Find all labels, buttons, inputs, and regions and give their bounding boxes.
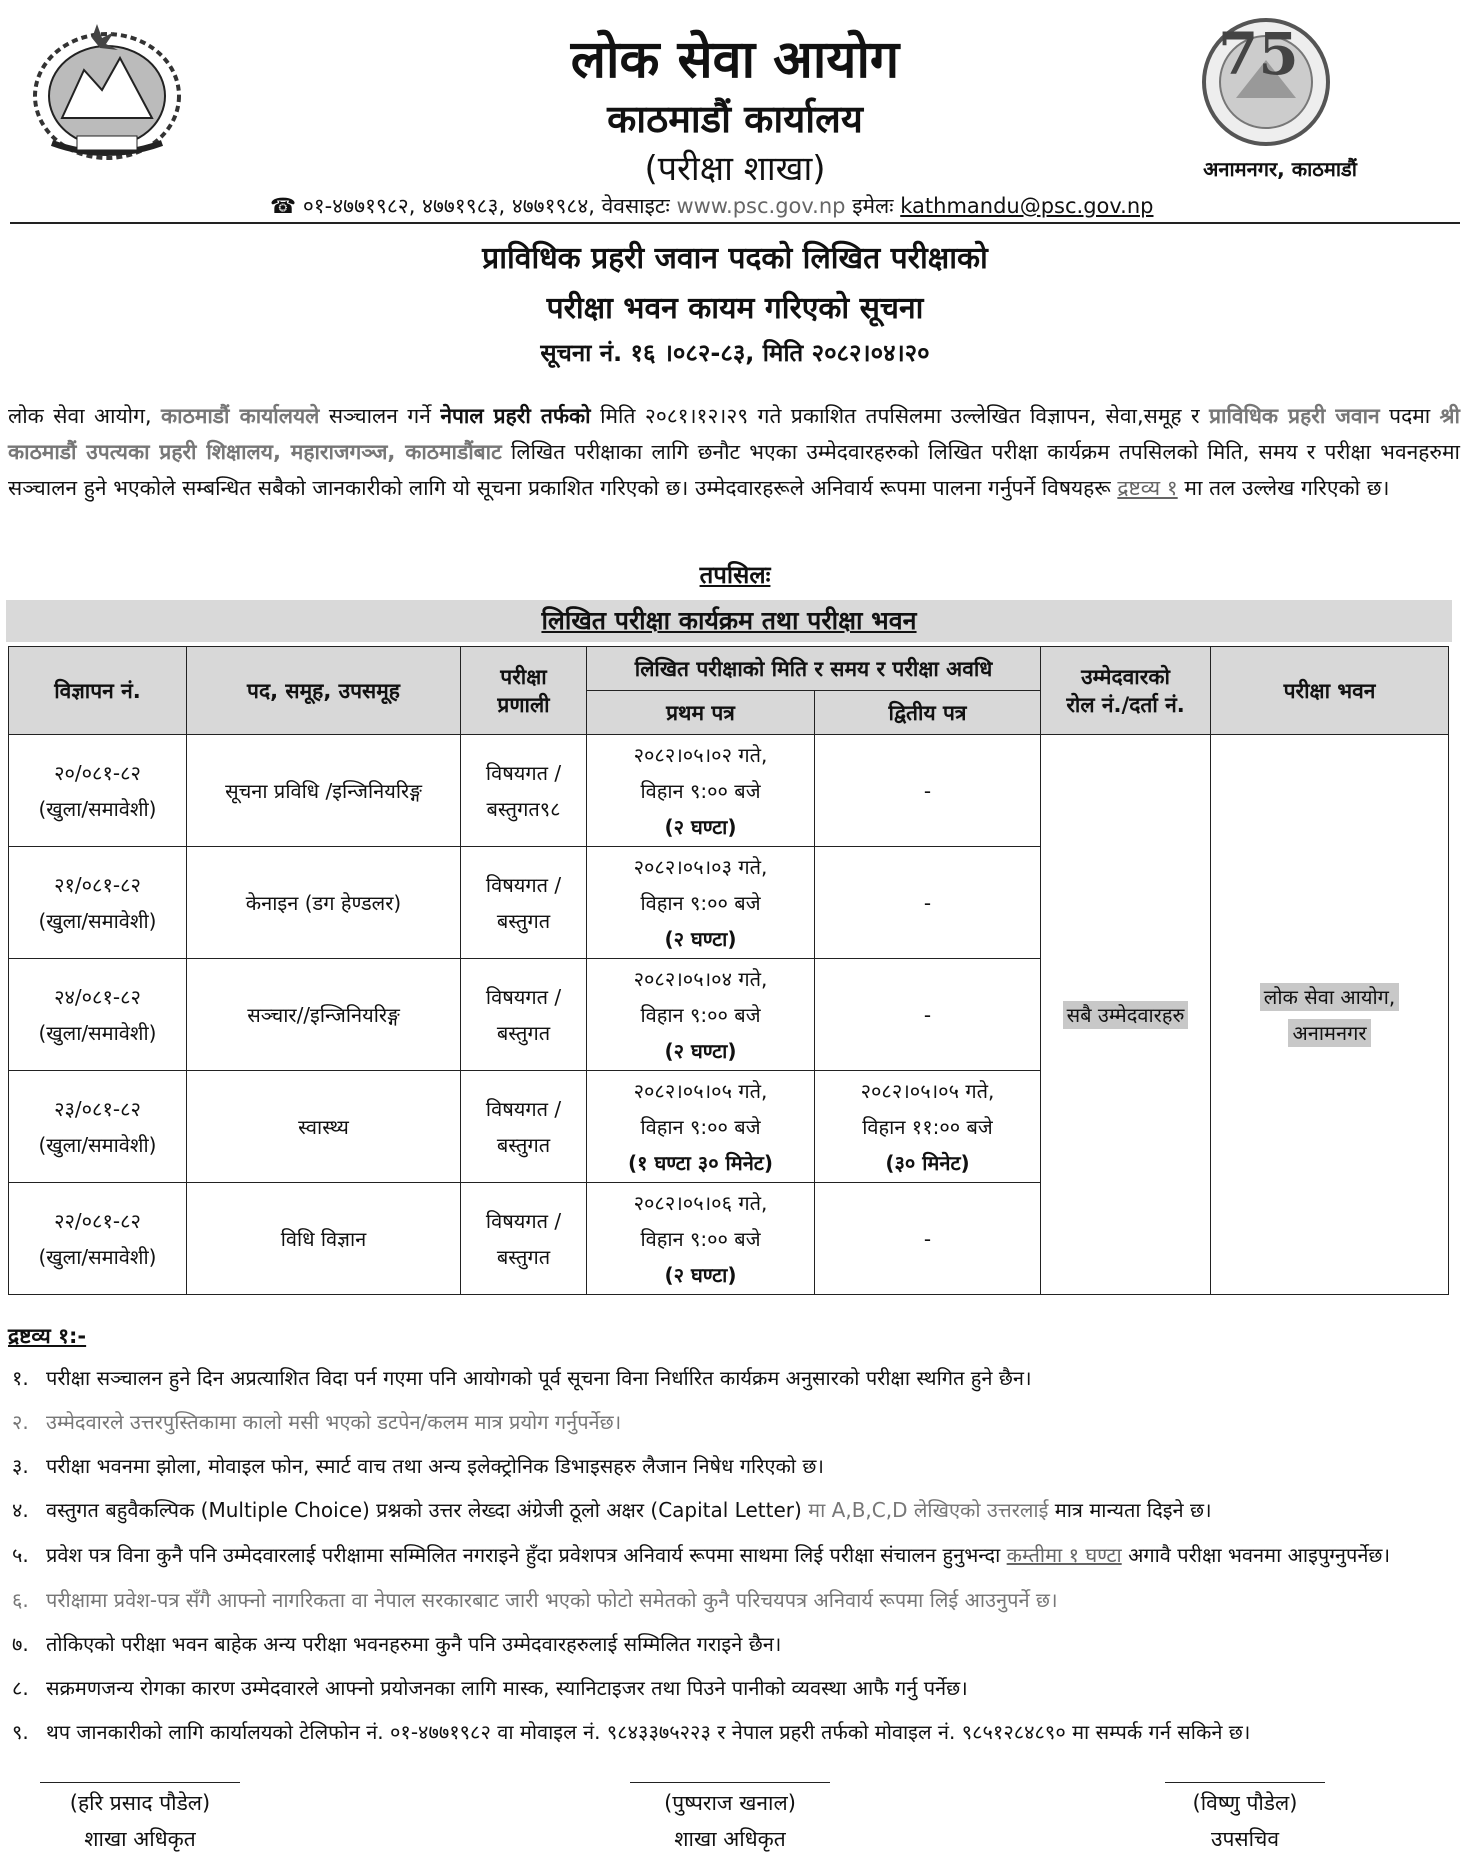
exam-schedule-table	[8, 646, 1449, 1295]
contact-line	[270, 192, 1154, 220]
note-item	[8, 1444, 1463, 1488]
intro-text: लिखित परीक्षाका लागि छनौट भएका उम्मेदवारहरुको लिखित परीक्षा कार्यक्रम तपसिलको मिति, समय र परीक्षा भवनहरुमा सञ्चालन हुने भएकोले सम्बन्धित सबैको जानकारीको लागि यो सूचना प्रकाशित गरिएको छ। उम्मेदवारहरूले अनिवार्य रूपमा पालना गर्नुपर्ने विषयहरू	[8, 440, 1460, 500]
header-venue: परीक्षा भवन	[1211, 647, 1449, 735]
office-address: अनामनगर, काठमाडौं	[1203, 157, 1357, 181]
paper1-time: विहान ९:०० बजे	[640, 890, 761, 915]
table-row	[9, 735, 1449, 847]
note-number: ६.	[12, 1588, 29, 1612]
adv-type: (खुला/समावेशी)	[38, 908, 157, 933]
method-line: बस्तुगत	[496, 1132, 551, 1157]
note-item	[8, 1488, 1463, 1532]
adv-no: २१/०८१-८२	[54, 872, 141, 897]
intro-office: काठमाडौं कार्यालयले	[161, 404, 320, 428]
cell-venue	[1211, 735, 1449, 1295]
notice-title-2: परीक्षा भवन कायम गरिएको सूचना	[546, 291, 924, 326]
method-line: बस्तुगत	[496, 1244, 551, 1269]
paper1-duration: (१ घण्टा ३० मिनेट)	[627, 1150, 774, 1175]
intro-post: प्राविधिक प्रहरी जवान	[1209, 404, 1380, 428]
intro-text: सञ्चालन गर्ने	[328, 404, 431, 428]
cell-post: सञ्चार//इन्जिनियरिङ्ग	[187, 959, 461, 1071]
intro-note-ref: द्रष्टव्य १	[1117, 476, 1178, 500]
venue-line: अनामनगर	[1288, 1019, 1370, 1047]
method-line: विषयगत /	[485, 760, 562, 785]
cell-adv	[9, 959, 187, 1071]
intro-text: लोक सेवा आयोग,	[8, 404, 152, 428]
office-name: काठमाडौं कार्यालय	[607, 97, 863, 141]
note-text-underlined: कम्तीमा १ घण्टा	[1006, 1543, 1122, 1567]
note-number: ५.	[12, 1543, 29, 1567]
header-roll-line: उम्मेदवारको	[1081, 664, 1170, 689]
tapasil-heading: तपसिलः	[699, 561, 771, 589]
adv-type: (खुला/समावेशी)	[38, 1244, 157, 1269]
cell-method	[461, 847, 587, 959]
paper1-time: विहान ९:०० बजे	[640, 778, 761, 803]
note-item	[8, 1710, 1463, 1754]
intro-text: पदमा	[1389, 404, 1431, 428]
paper1-time: विहान ९:०० बजे	[640, 1114, 761, 1139]
paper1-time: विहान ९:०० बजे	[640, 1226, 761, 1251]
cell-paper2: -	[815, 959, 1041, 1071]
note-number: ४.	[12, 1498, 29, 1522]
phone-label: ☎ ०१-४७७१९८२, ४७७१९८३, ४७७१९८४, वेवसाइटः	[270, 194, 670, 218]
header-adv-no: विज्ञापन नं.	[9, 647, 187, 735]
note-text: परीक्षा सञ्चालन हुने दिन अप्रत्याशित विदा पर्न गएमा पनि आयोगको पूर्व सूचना विना निर्धारित कार्यक्रम अनुसारको परीक्षा स्थगित हुने छैन।	[46, 1366, 1032, 1390]
email-label: इमेलः	[852, 194, 894, 218]
signatory-name: (हरि प्रसाद पौडेल)	[69, 1791, 211, 1815]
venue-line: लोक सेवा आयोग,	[1260, 983, 1399, 1011]
intro-paragraph	[8, 398, 1460, 506]
signatory-name: (विष्णु पौडेल)	[1192, 1791, 1298, 1815]
intro-text: मिति २०८१।१२।२९ गते प्रकाशित तपसिलमा उल्लेखित विज्ञापन, सेवा,समूह र	[600, 404, 1200, 428]
method-line: विषयगत /	[485, 1096, 562, 1121]
header-datetime: लिखित परीक्षाको मिति र समय र परीक्षा अवधि	[587, 647, 1041, 691]
adv-type: (खुला/समावेशी)	[38, 1132, 157, 1157]
cell-method	[461, 959, 587, 1071]
note-item	[8, 1666, 1463, 1710]
cell-paper2: -	[815, 1183, 1041, 1295]
note-text: तोकिएको परीक्षा भवन बाहेक अन्य परीक्षा भवनहरुमा कुनै पनि उम्मेदवारहरुलाई सम्मिलित गराइने छैन।	[46, 1632, 782, 1656]
signature-block	[40, 1782, 240, 1857]
cell-post: विधि विज्ञान	[187, 1183, 461, 1295]
paper1-date: २०८२।०५।०३ गते,	[633, 854, 768, 879]
method-line: बस्तुगत	[496, 1020, 551, 1045]
paper1-duration: (२ घण्टा)	[664, 1038, 737, 1063]
signature-line	[40, 1782, 240, 1783]
header-post: पद, समूह, उपसमूह	[187, 647, 461, 735]
note-number: ७.	[12, 1632, 29, 1656]
method-line: बस्तुगत	[496, 908, 551, 933]
method-line: विषयगत /	[485, 872, 562, 897]
table-caption-text: लिखित परीक्षा कार्यक्रम तथा परीक्षा भवन	[541, 606, 917, 635]
cell-paper1	[587, 959, 815, 1071]
note-text: थप जानकारीको लागि कार्यालयको टेलिफोन नं. ०१-४७७१९८२ वा मोवाइल नं. ९८४३३७५२२३ र नेपाल प्रहरी तर्फको मोवाइल नं. ९८५१२८४८९० मा सम्पर्क गर्न सकिने छ।	[46, 1720, 1251, 1744]
paper2-duration: (३० मिनेट)	[885, 1150, 970, 1175]
cell-paper1	[587, 847, 815, 959]
cell-adv	[9, 735, 187, 847]
cell-paper1	[587, 1183, 815, 1295]
cell-paper2: -	[815, 735, 1041, 847]
cell-method	[461, 1183, 587, 1295]
note-text: अगावै परीक्षा भवनमा आइपुग्नुपर्नेछ।	[1128, 1543, 1391, 1567]
cell-adv	[9, 1071, 187, 1183]
paper1-duration: (२ घण्टा)	[664, 1262, 737, 1287]
method-line: विषयगत /	[485, 984, 562, 1009]
paper2-date: २०८२।०५।०५ गते,	[860, 1078, 995, 1103]
cell-post: केनाइन (डग हेण्डलर)	[187, 847, 461, 959]
paper1-date: २०८२।०५।०६ गते,	[633, 1190, 768, 1215]
adv-no: २३/०८१-८२	[54, 1096, 141, 1121]
note-number: ८.	[12, 1676, 29, 1700]
paper1-date: २०८२।०५।०२ गते,	[633, 742, 768, 767]
adv-no: २४/०८१-८२	[54, 984, 141, 1009]
note-number: ३.	[12, 1454, 29, 1478]
cell-method	[461, 735, 587, 847]
cell-paper2	[815, 1071, 1041, 1183]
header-method	[461, 647, 587, 735]
paper1-date: २०८२।०५।०५ गते,	[633, 1078, 768, 1103]
email-link[interactable]: kathmandu@psc.gov.np	[900, 194, 1154, 218]
method-line: विषयगत /	[485, 1208, 562, 1233]
roll-all-text: सबै उम्मेदवारहरु	[1063, 1001, 1189, 1029]
header-paper2: द्वितीय पत्र	[815, 691, 1041, 735]
header-method-line: परीक्षा	[500, 664, 547, 689]
cell-roll-all	[1041, 735, 1211, 1295]
signatory-name: (पुष्पराज खनाल)	[664, 1791, 796, 1815]
intro-text: मा तल उल्लेख गरिएको छ।	[1184, 476, 1390, 500]
cell-post: सूचना प्रविधि /इन्जिनियरिङ्ग	[187, 735, 461, 847]
paper1-duration: (२ घण्टा)	[664, 814, 737, 839]
cell-adv	[9, 1183, 187, 1295]
cell-method	[461, 1071, 587, 1183]
note-text: वस्तुगत बहुवैकल्पिक (Multiple Choice) प्रश्नको उत्तर लेख्दा अंग्रेजी ठूलो अक्षर (Capital Letter)	[46, 1498, 802, 1522]
signatory-title: शाखा अधिकृत	[84, 1827, 196, 1851]
table-header-row	[9, 647, 1449, 691]
adv-no: २२/०८१-८२	[54, 1208, 141, 1233]
psc-75-anniversary-logo-icon	[1178, 2, 1344, 152]
header-roll-line: रोल नं./दर्ता नं.	[1066, 692, 1185, 717]
signature-line	[1165, 1782, 1325, 1783]
signature-block	[630, 1782, 830, 1857]
paper1-date: २०८२।०५।०४ गते,	[633, 966, 768, 991]
paper1-time: विहान ९:०० बजे	[640, 1002, 761, 1027]
adv-no: २०/०८१-८२	[54, 760, 141, 785]
notice-ref: सूचना नं. १६ ।०८२-८३, मिति २०८२।०४।२०	[540, 339, 930, 367]
table-caption	[6, 600, 1452, 642]
logo-number: 75	[1218, 20, 1299, 88]
note-text: प्रवेश पत्र विना कुनै पनि उम्मेदवारलाई परीक्षामा सम्मिलित नगराइने हुँदा प्रवेशपत्र अनिवार्य रूपमा साथमा लिई परीक्षा संचालन हुनुभन्दा	[46, 1543, 1001, 1567]
paper1-duration: (२ घण्टा)	[664, 926, 737, 951]
notes-list	[8, 1356, 1463, 1754]
note-item	[8, 1622, 1463, 1666]
cell-adv	[9, 847, 187, 959]
note-item	[8, 1400, 1463, 1444]
signatory-title: शाखा अधिकृत	[674, 1827, 786, 1851]
note-text: परीक्षा भवनमा झोला, मोवाइल फोन, स्मार्ट वाच तथा अन्य इलेक्ट्रोनिक डिभाइसहरु लैजान निषेध गरिएको छ।	[46, 1454, 824, 1478]
note-item	[8, 1532, 1463, 1578]
adv-type: (खुला/समावेशी)	[38, 796, 157, 821]
paper2-time: विहान ११:०० बजे	[862, 1114, 993, 1139]
notes-heading: द्रष्टव्य १:-	[8, 1324, 87, 1348]
note-text: सक्रमणजन्य रोगका कारण उम्मेदवारले आफ्नो प्रयोजनका लागि मास्क, स्यानिटाइजर तथा पिउने पानीको व्यवस्था आफै गर्नु पर्नेछ।	[46, 1676, 968, 1700]
note-text: उम्मेदवारले उत्तरपुस्तिकामा कालो मसी भएको डटपेन/कलम मात्र प्रयोग गर्नुपर्नेछ।	[46, 1410, 622, 1434]
cell-paper1	[587, 1071, 815, 1183]
signature-line	[630, 1782, 830, 1783]
note-number: १.	[12, 1366, 29, 1390]
note-item	[8, 1356, 1463, 1400]
intro-police: नेपाल प्रहरी तर्फको	[440, 404, 591, 428]
header-paper1: प्रथम पत्र	[587, 691, 815, 735]
header-roll	[1041, 647, 1211, 735]
header-method-line: प्रणाली	[497, 692, 550, 717]
note-text: परीक्षामा प्रवेश-पत्र सँगै आफ्नो नागरिकता वा नेपाल सरकारबाट जारी भएको फोटो समेतको कुनै परिचयपत्र अनिवार्य रूपमा लिई आउनुपर्ने छ।	[46, 1588, 1058, 1612]
note-item	[8, 1578, 1463, 1622]
header-divider	[10, 222, 1460, 224]
website-link[interactable]: www.psc.gov.np	[676, 194, 846, 218]
signature-block	[1165, 1782, 1325, 1857]
note-number: २.	[12, 1410, 29, 1434]
notice-title-1: प्राविधिक प्रहरी जवान पदको लिखित परीक्षाको	[482, 241, 988, 276]
note-text-gray: मा A,B,C,D लेखिएको उत्तरलाई	[808, 1498, 1049, 1522]
cell-paper2: -	[815, 847, 1041, 959]
section-name: (परीक्षा शाखा)	[644, 149, 826, 189]
note-number: ९.	[12, 1720, 29, 1744]
intro-academy: श्री काठमाडौं उपत्यका प्रहरी शिक्षालय, महाराजगञ्ज, काठमाडौंबाट	[8, 404, 1460, 464]
adv-type: (खुला/समावेशी)	[38, 1020, 157, 1045]
org-name: लोक सेवा आयोग	[570, 30, 900, 90]
cell-post: स्वास्थ्य	[187, 1071, 461, 1183]
note-text: मात्र मान्यता दिइने छ।	[1054, 1498, 1212, 1522]
cell-paper1	[587, 735, 815, 847]
method-line: बस्तुगत९८	[486, 796, 561, 821]
signatory-title: उपसचिव	[1210, 1827, 1280, 1851]
